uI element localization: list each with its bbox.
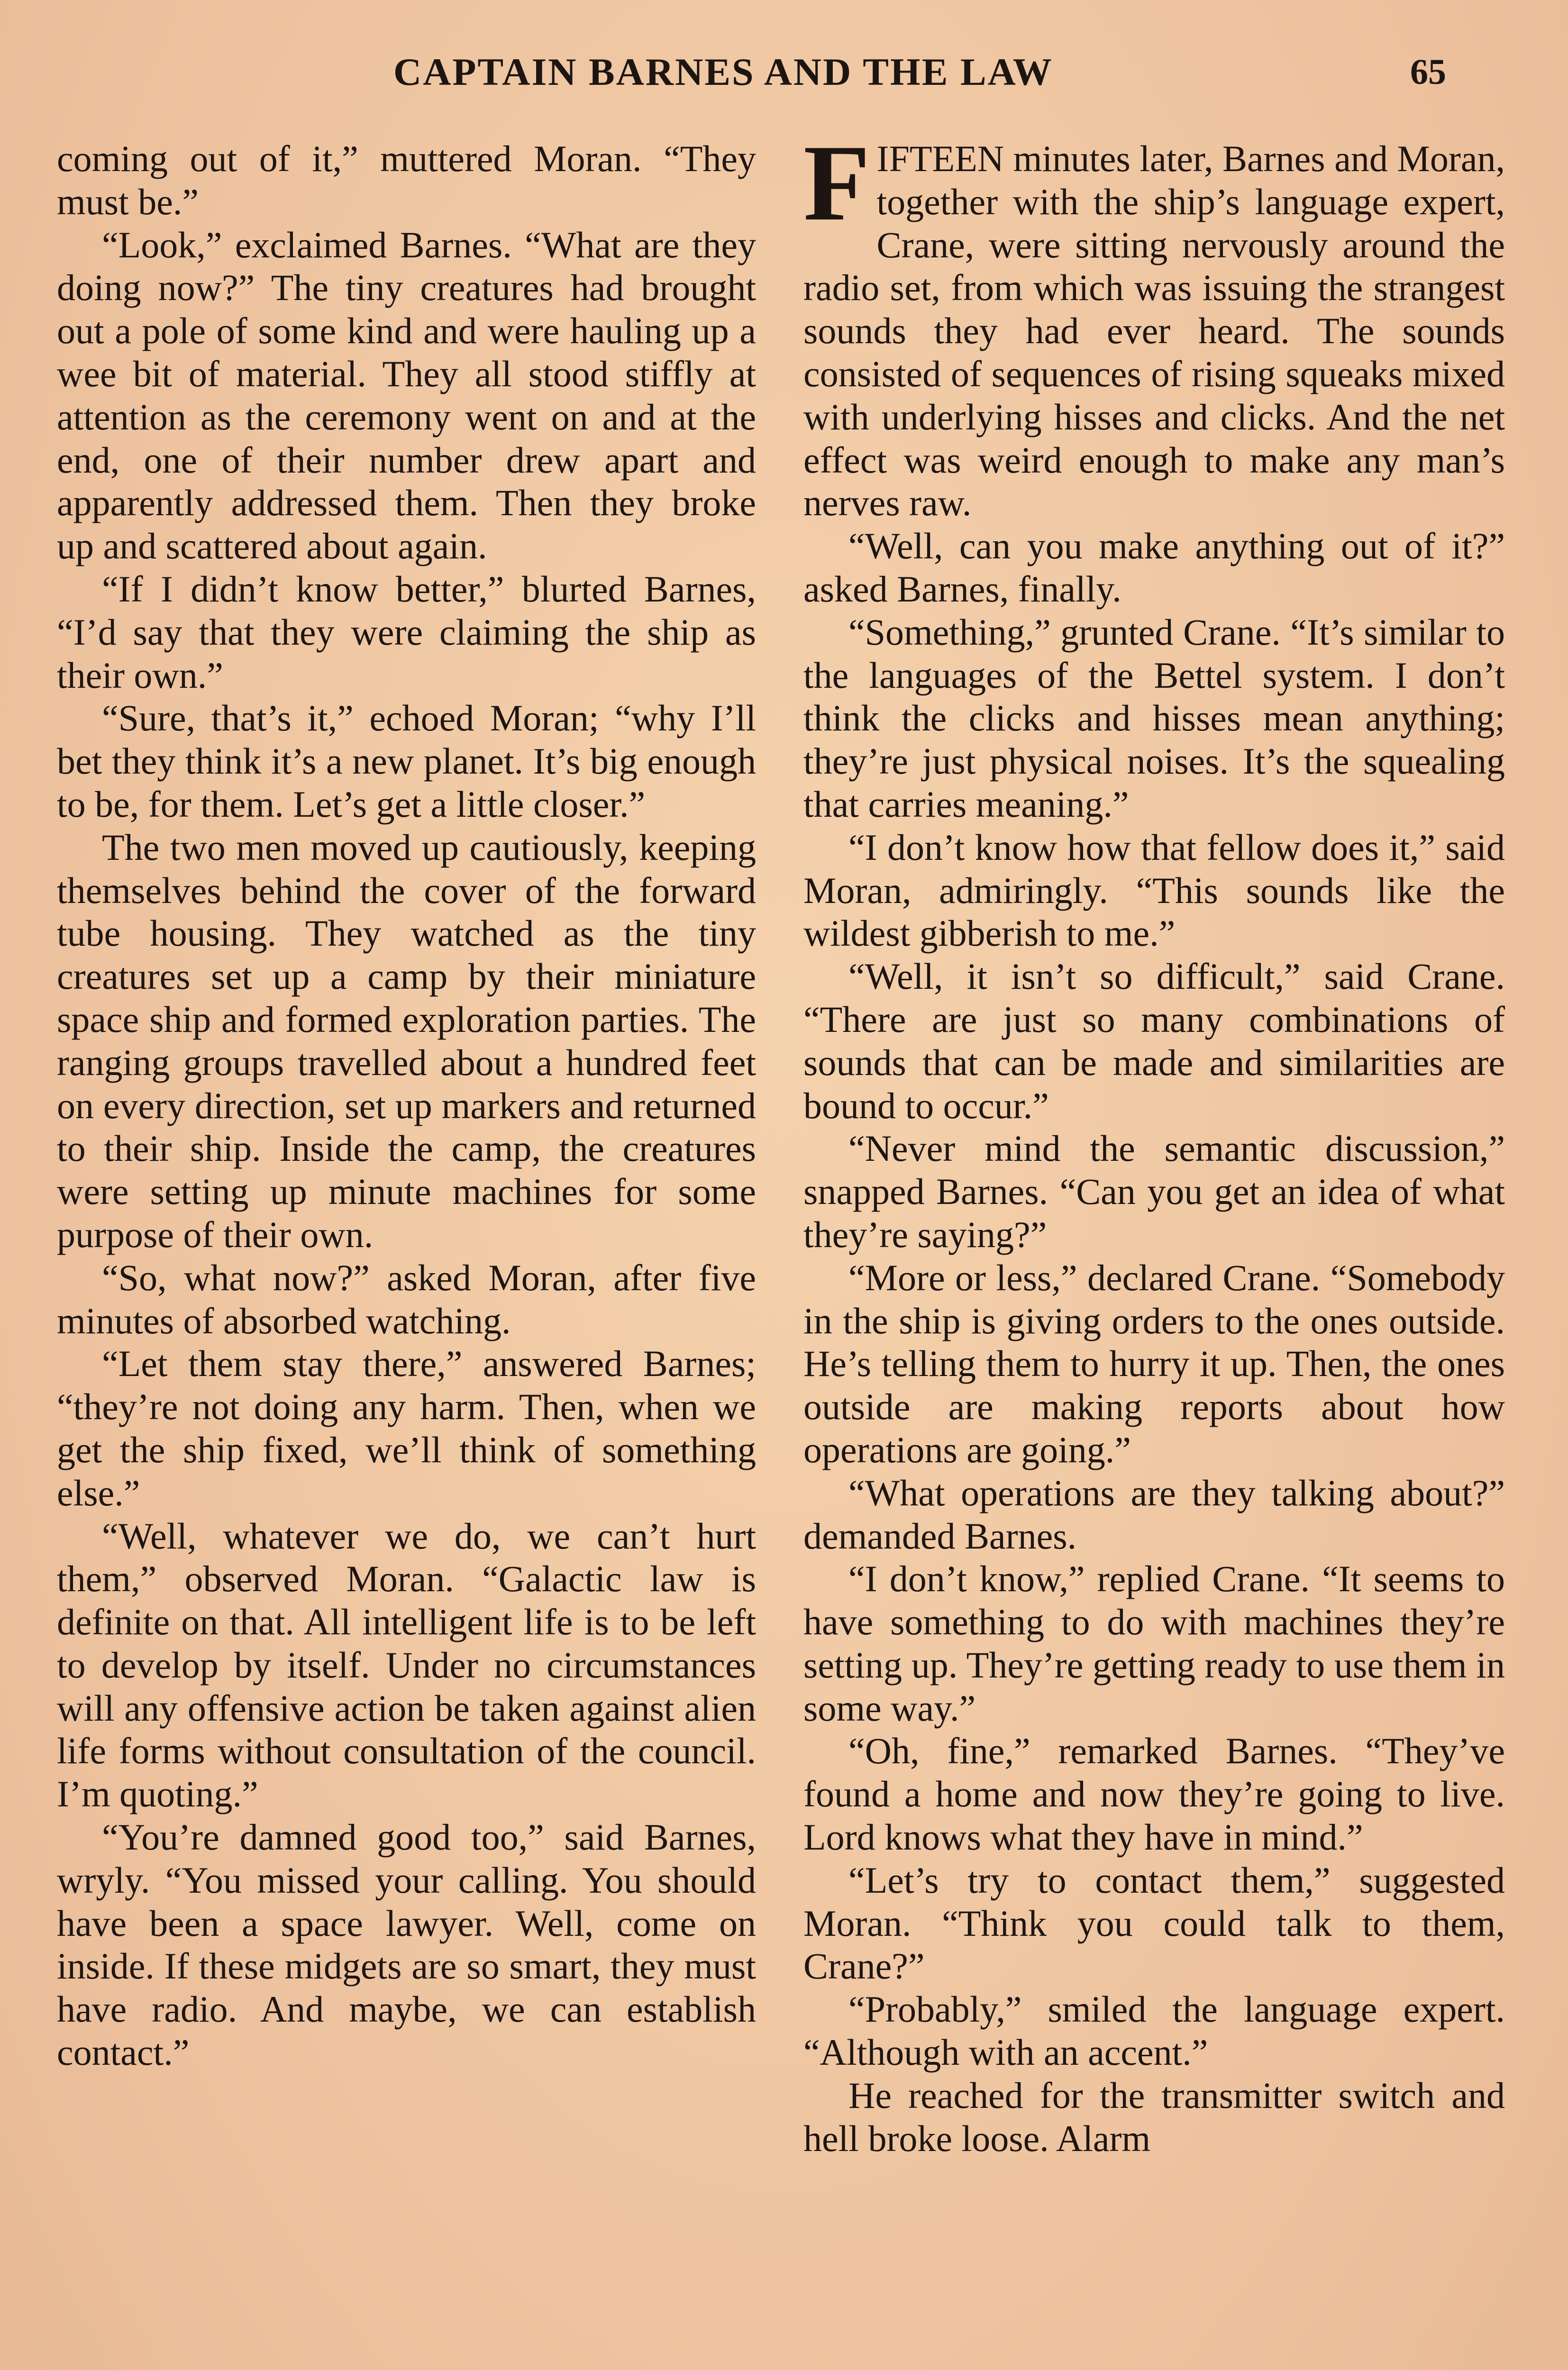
paragraph: “Well, it isn’t so difficult,” said Crane. “There are just so many combinations of sounds that can be made and similarities are bound to occur.” [803,956,1505,1126]
right-column [803,122,1505,2160]
paragraph: “Oh, fine,” remarked Barnes. “They’ve found a home and now they’re going to live. Lord knows what they have in mind.” [803,1730,1505,1858]
paragraph: “I don’t know how that fellow does it,” said Moran, admiringly. “This sounds like the wildest gibberish to me.” [803,826,1505,954]
paragraph: “Look,” exclaimed Barnes. “What are they doing now?” The tiny creatures had brought out a pole of some kind and were hauling up a wee bit of material. They all stood stiffly at attention as the ceremony went on and at the end, one of their number drew apart and apparently addressed them. Then they broke up and scattered about again. [57,224,756,567]
paragraph: “More or less,” declared Crane. “Somebody in the ship is giving orders to the ones outside. He’s telling them to hurry it up. Then, the ones outside are making reports about how operations are going.” [803,1257,1505,1470]
paragraph: “What operations are they talking about?” demanded Barnes. [803,1472,1505,1557]
paragraph: coming out of it,” muttered Moran. “They must be.” [57,138,756,222]
running-title: CAPTAIN BARNES AND THE LAW [393,50,1053,93]
paragraph: He reached for the transmitter switch and hell broke loose. Alarm [803,2074,1505,2159]
paragraph: “Let’s try to contact them,” suggested Moran. “Think you could talk to them, Crane?” [803,1859,1505,1987]
paragraph: “Sure, that’s it,” echoed Moran; “why I’ll bet they think it’s a new planet. It’s big enough to be, for them. Let’s get a little closer.” [57,697,756,825]
paragraph: “If I didn’t know better,” blurted Barnes, “I’d say that they were claiming the ship as their own.” [57,568,756,696]
left-column [57,137,756,2074]
paragraph: The two men moved up cautiously, keeping themselves behind the cover of the forward tube housing. They watched as the tiny creatures set up a camp by their miniature space ship and formed exploration parties. The ranging groups travelled about a hundred feet on every direction, set up markers and returned to their ship. Inside the camp, the creatures were setting up minute machines for some purpose of their own. [57,826,756,1255]
section-opening-paragraph [803,122,1505,525]
paragraph: “I don’t know,” replied Crane. “It seems to have something to do with machines they’re setting up. They’re getting ready to use them in some way.” [803,1558,1505,1729]
paragraph: “Well, can you make anything out of it?” asked Barnes, finally. [803,525,1505,610]
paragraph: “Something,” grunted Crane. “It’s similar to the languages of the Bettel system. I don’t think the clicks and hisses mean anything; they’re just physical noises. It’s the squealing that carries meaning.” [803,611,1505,825]
paragraph: “Let them stay there,” answered Barnes; “they’re not doing any harm. Then, when we get the ship fixed, we’ll think of something else.” [57,1343,756,1513]
paragraph: “Never mind the semantic discussion,” snapped Barnes. “Can you get an idea of what they’re saying?” [803,1128,1505,1255]
paragraph: “Probably,” smiled the language expert. “Although with an accent.” [803,1988,1505,2073]
paragraph: “You’re damned good too,” said Barnes, wryly. “You missed your calling. You should have been a space lawyer. Well, come on inside. If these midgets are so smart, they must have radio. And maybe, we can establish contact.” [57,1816,756,2073]
page-number: 65 [1410,52,1446,92]
paragraph: “Well, whatever we do, we can’t hurt them,” observed Moran. “Galactic law is definite on that. All intelligent life is to be left to develop by itself. Under no circumstances will any offensive action be taken against alien life forms without consultation of the council. I’m quoting.” [57,1515,756,1815]
running-header [0,45,1568,107]
drop-cap: F [803,122,870,243]
opening-text: IFTEEN minutes later, Barnes and Moran, together with the ship’s language expert, Crane, were sitting nervously around the radio set, from which was issuing the strangest sounds they had ever heard. The sounds consisted of sequences of rising squeaks mixed with underlying hisses and clicks. And the net effect was weird enough to make any man’s nerves raw. [803,138,1505,524]
paragraph: “So, what now?” asked Moran, after five minutes of absorbed watching. [57,1257,756,1341]
